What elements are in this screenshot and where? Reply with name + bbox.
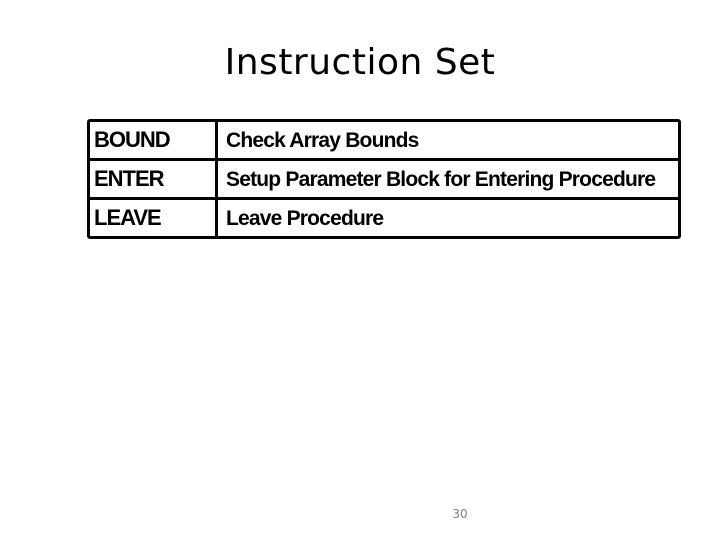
page-number: 30 xyxy=(452,507,468,521)
table-row xyxy=(90,200,678,236)
description-cell: Setup Parameter Block for Entering Procedure xyxy=(226,168,656,191)
description-cell: Check Array Bounds xyxy=(226,129,419,152)
description-cell: Leave Procedure xyxy=(226,207,384,230)
mnemonic-cell: ENTER xyxy=(90,161,218,197)
table-row xyxy=(90,122,678,161)
mnemonic-cell: LEAVE xyxy=(90,200,218,236)
slide-title: Instruction Set xyxy=(224,42,496,83)
mnemonic-cell: BOUND xyxy=(90,122,218,158)
instruction-table xyxy=(87,119,681,239)
table-row xyxy=(90,161,678,200)
